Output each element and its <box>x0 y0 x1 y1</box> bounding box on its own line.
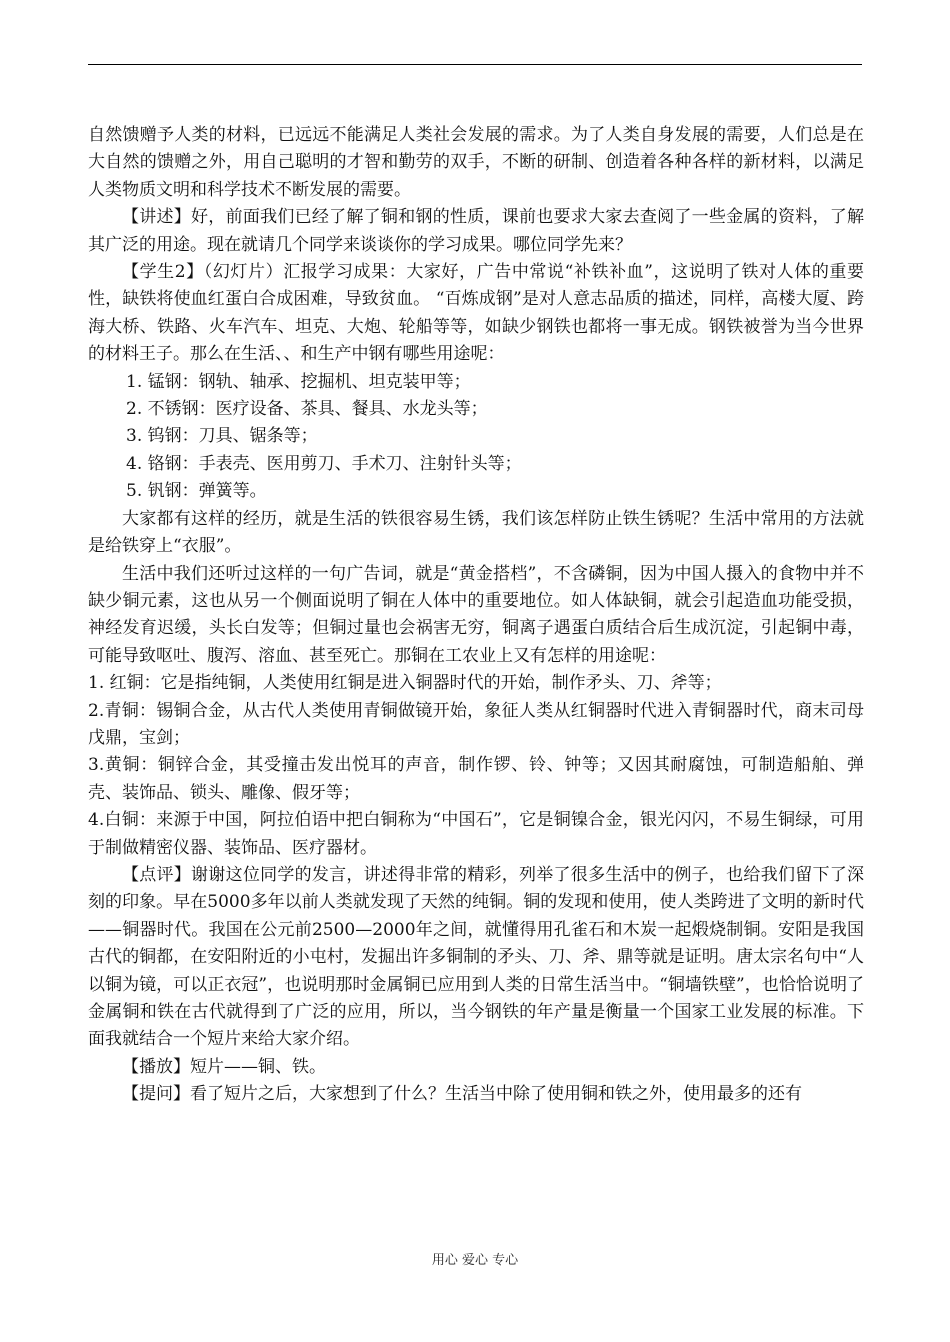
paragraph: 大家都有这样的经历，就是生活的铁很容易生锈，我们该怎样防止铁生锈呢？生活中常用的方法就是给铁穿上“衣服”。 <box>88 508 864 557</box>
list-item: 4. 铬钢：手表壳、医用剪刀、手术刀、注射针头等； <box>126 453 522 474</box>
list-item: 4.白铜：来源于中国，阿拉伯语中把白铜称为“中国石”，它是铜镍合金，银光闪闪，不易生铜绿，可用于制做精密仪器、装饰品、医疗器材。 <box>88 810 864 858</box>
list-item: 5. 钒钢：弹簧等。 <box>126 481 267 502</box>
document-body <box>88 122 864 1109</box>
page-footer: 用心 爱心 专心 <box>431 1253 519 1268</box>
paragraph-student-report: 【学生2】（幻灯片）汇报学习成果：大家好，广告中常说“补铁补血”，这说明了铁对人体的重要性，缺铁将使血红蛋白合成困难，导致贫血。 “百炼成钢”是对人意志品质的描述，同样，高楼大厦、跨海大桥、铁路、火车汽车、坦克、大炮、轮船等等，如缺少钢铁也都将一事无成。钢铁被誉为当今世界的材料王子。那么在生活、、和生产中钢有哪些用途呢： <box>88 262 864 365</box>
list-item: 1. 锰钢：钢轨、轴承、挖掘机、坦克装甲等； <box>126 371 471 392</box>
paragraph-question: 【提问】看了短片之后，大家想到了什么？生活当中除了使用铜和铁之外，使用最多的还有 <box>122 1084 802 1105</box>
paragraph-lecture: 【讲述】好，前面我们已经了解了铜和钢的性质，课前也要求大家去查阅了一些金属的资料，了解其广泛的用途。现在就请几个同学来谈谈你的学习成果。哪位同学先来？ <box>88 207 864 255</box>
paragraph: 自然馈赠予人类的材料，已远远不能满足人类社会发展的需求。为了人类自身发展的需要，人们总是在大自然的馈赠之外，用自己聪明的才智和勤劳的双手，不断的研制、创造着各种各样的新材料，以满足人类物质文明和科学技术不断发展的需要。 <box>88 125 864 200</box>
list-item: 2.青铜：锡铜合金，从古代人类使用青铜做镜开始，象征人类从红铜器时代进入青铜器时代，商末司母戊鼎，宝剑； <box>88 700 864 748</box>
list-item: 3.黄铜：铜锌合金，其受撞击发出悦耳的声音，制作锣、铃、钟等；又因其耐腐蚀，可制造船舶、弹壳、装饰品、锁头、雕像、假牙等； <box>88 755 864 803</box>
list-item: 1. 红铜：它是指纯铜，人类使用红铜是进入铜器时代的开始，制作矛头、刀、斧等； <box>88 673 722 694</box>
list-item: 3. 钨钢：刀具、锯条等； <box>126 426 318 447</box>
header-rule <box>88 64 862 65</box>
list-item: 2. 不锈钢：医疗设备、茶具、餐具、水龙头等； <box>126 399 488 420</box>
paragraph-comment: 【点评】谢谢这位同学的发言，讲述得非常的精彩，列举了很多生活中的例子，也给我们留下了深刻的印象。早在5000多年以前人类就发现了天然的纯铜。铜的发现和使用，使人类跨进了文明的新时代——铜器时代。我国在公元前2500—2000年之间，就懂得用孔雀石和木炭一起煅烧制铜。安阳是我国古代的铜都，在安阳附近的小屯村，发掘出许多铜制的矛头、刀、斧、鼎等就是证明。唐太宗名句中“人以铜为镜，可以正衣冠”，也说明那时金属铜已应用到人类的日常生活当中。“铜墙铁壁”，也恰恰说明了金属铜和铁在古代就得到了广泛的应用，所以，当今钢铁的年产量是衡量一个国家工业发展的标准。下面我就结合一个短片来给大家介绍。 <box>88 864 864 1050</box>
paragraph-play: 【播放】短片——铜、铁。 <box>122 1056 326 1077</box>
paragraph: 生活中我们还听过这样的一句广告词，就是“黄金搭档”，不含磷铜，因为中国人摄入的食物中并不缺少铜元素，这也从另一个侧面说明了铜在人体中的重要地位。如人体缺铜，就会引起造血功能受损，神经发育迟缓，头长白发等；但铜过量也会祸害无穷，铜离子遇蛋白质结合后生成沉淀，引起铜中毒，可能导致呕吐、腹泻、溶血、甚至死亡。那铜在工农业上又有怎样的用途呢： <box>88 563 864 666</box>
